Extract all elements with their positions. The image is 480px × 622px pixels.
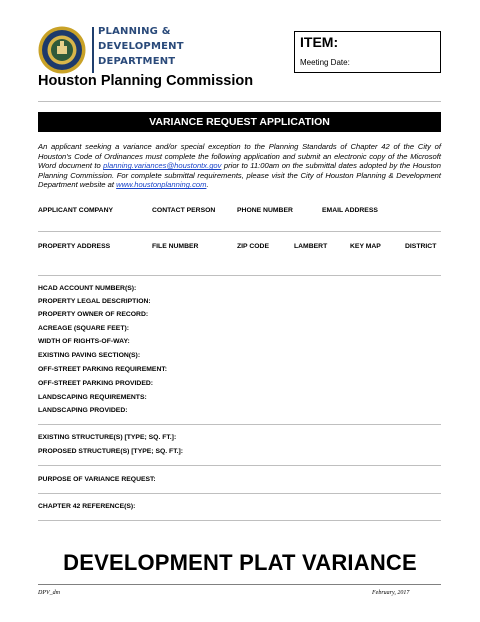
proposed-structures-label: PROPOSED STRUCTURE(S) [TYPE; SQ. FT.]: [38,448,184,455]
form-date: February, 2017 [372,590,410,596]
dept-line-3: DEPARTMENT [98,56,176,67]
property-address-header: PROPERTY ADDRESS [38,243,111,250]
intro-paragraph [38,142,441,190]
chapter-rule [38,520,441,521]
district-header: DISTRICT [405,243,437,250]
item-label: ITEM: [300,34,339,50]
hcad-account-label: HCAD ACCOUNT NUMBER(S): [38,285,137,292]
landscaping-requirements-label: LANDSCAPING REQUIREMENTS: [38,394,147,401]
parking-provided-label: OFF-STREET PARKING PROVIDED: [38,380,154,387]
chapter-42-label: CHAPTER 42 REFERENCE(S): [38,503,136,510]
purpose-label: PURPOSE OF VARIANCE REQUEST: [38,476,156,483]
purpose-rule [38,493,441,494]
application-banner: VARIANCE REQUEST APPLICATION [38,112,441,132]
dept-line-1: PLANNING & [98,26,171,37]
header-rule [38,101,441,102]
meeting-date-label: Meeting Date: [300,58,350,67]
development-plat-variance-title: DEVELOPMENT PLAT VARIANCE [63,550,417,575]
applicant-rule [38,231,441,232]
lambert-header: LAMBERT [294,243,328,250]
acreage-label: ACREAGE (SQUARE FEET): [38,325,130,332]
commission-title: Houston Planning Commission [38,73,254,89]
paving-section-label: EXISTING PAVING SECTION(S): [38,352,141,359]
logo-bar [92,27,94,73]
owner-of-record-label: PROPERTY OWNER OF RECORD: [38,311,149,318]
phone-number-header: PHONE NUMBER [237,207,293,214]
email-address-header: EMAIL ADDRESS [322,207,378,214]
intro-text-2: prior to 11:00am on the submittal dates adopted by the Houston Planning Commission. For complete submittal requirements, please visit the City of Houston Planning & Development Department website at [38,161,441,190]
structures-rule [38,465,441,466]
footer-rule [38,584,441,585]
existing-structures-label: EXISTING STRUCTURE(S) [TYPE; SQ. FT.]: [38,434,177,441]
legal-description-label: PROPERTY LEGAL DESCRIPTION: [38,298,151,305]
website-link[interactable]: www.houstonplanning.com [116,180,207,190]
rights-of-way-label: WIDTH OF RIGHTS-OF-WAY: [38,338,130,345]
form-code: DPV_dm [38,590,60,596]
parking-requirement-label: OFF-STREET PARKING REQUIREMENT: [38,366,168,373]
email-link[interactable]: planning.variances@houstontx.gov [103,161,222,171]
details-rule [38,424,441,425]
department-logo [92,25,182,75]
key-map-header: KEY MAP [350,243,381,250]
applicant-company-header: APPLICANT COMPANY [38,207,114,214]
zip-code-header: ZIP CODE [237,243,269,250]
file-number-header: FILE NUMBER [152,243,199,250]
item-box [294,31,441,73]
city-seal-icon [38,26,86,74]
contact-person-header: CONTACT PERSON [152,207,216,214]
property-rule [38,275,441,276]
intro-text-1: An applicant seeking a variance and/or special exception to the Planning Standards of Chapter 42 of the City of Houston's Code of Ordinances must complete the following application and submit an electronic copy of the Microsoft Word document to [38,142,441,171]
landscaping-provided-label: LANDSCAPING PROVIDED: [38,407,128,414]
dept-line-2: DEVELOPMENT [98,41,184,52]
intro-text-3: . [206,180,209,190]
